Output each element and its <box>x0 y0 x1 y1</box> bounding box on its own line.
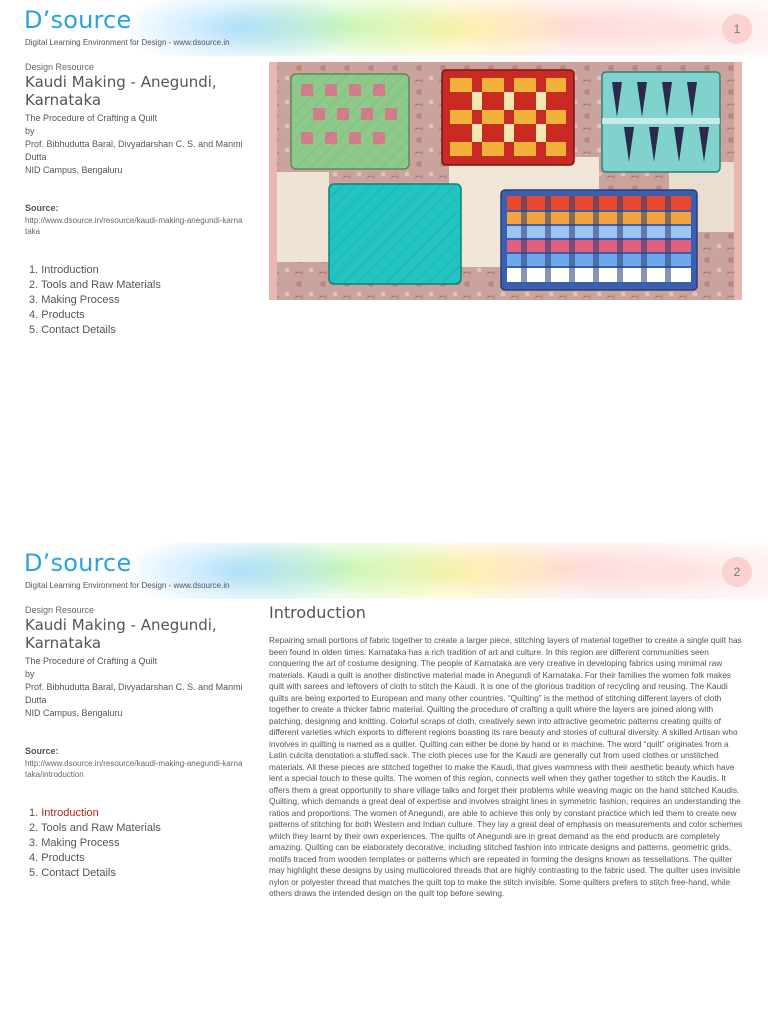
introduction-body: Repairing small portions of fabric together to create a larger piece, stitching layers of material together to create a single quilt has been found in olden times. Karnataka has a rich tradition of art and culture. In this region are different communities seen conquering the art of costume designing. The people of Karnataka are very creative in developing fabrics using minimal raw materials. Kaudi a quilt is another distinctive material made in Anegundi of Karnataka. For their families the women folk makes quilt with sarees and leftovers of cloth to stitch the Kaudi. It is one of the glorious tradition of recycling and reusing. The Kaudi quilts are being exported to European and many other countries. “Quilting” is the method of stitching different layers of cloth together to create a thicker fabric material. Quilting the procedure of crafting a quilt where the layers are joined along with patching, designing and knitting. Colorful scraps of cloth, creatively sewn into attractive geometric patterns creating quilts of different varieties which exports to different regions boasting its rare beauty and stories of cultural diversity. A skilled Artisan who involves in quilting is named as a quilter. Quilting can either be done by hand or in machine. The word “quilt” originates from a Latin culcita denotation a stuffed sack. The cloth pieces use for the Kaudi are generally cut from used clothes or unstitched materials. All these pieces are stitched together to make the Kaudi, that gives warmness with their aesthetic beauty which have lent a special touch to these quilts. The women of this region, connects well when they gather together to stitch the Kaudis. It offers them a great opportunity to share village talks and forget their problems while weaving magic on the hand stitched Kaudis. Quilting, which demands a great deal of expertise and involves straight lines in symmetric fashion, requires an understanding the ratios and proportions. The women of Anegundi, are able to achieve this only by constant practice which led them to create new patterns of stitching for both Western and Indian culture. They lay a great deal of emphasis on measurements and color schemes which they learnt by their own experiences. The quilts of Anegundi are in great demand as the end products are completely amazing. Quilting can be elaborately decorative, including stitched fashion into intricate designs and patterns, geometric grids, motifs traced from wooden templates or patterns which are repeated in forming the designs known as tessellations. The quilter may highlight these designs by using multicolored threads that are highly contrasting to the fabric used. The quilter uses invisible nylon or polyester thread that matches the quilt top to make the stitch invisible. Some quilters prefers to stitch free-hand, while others draws the intended design on the quilt top before sewing. <box>269 635 743 898</box>
by-label: by <box>25 126 35 136</box>
header-banner <box>0 543 768 599</box>
tagline: Digital Learning Environment for Design - www.dsource.in <box>25 38 230 47</box>
design-resource-label: Design Resource <box>25 605 95 615</box>
resource-title: Kaudi Making - Anegundi, Karnataka <box>25 73 217 109</box>
page-number-badge: 2 <box>722 557 752 587</box>
authors: Prof. Bibhudutta Baral, Divyadarshan C. S. and Manmi Dutta <box>25 682 243 705</box>
quilt-teal-triangles <box>602 72 720 172</box>
toc-label: Contact Details <box>41 867 116 879</box>
design-resource-label: Design Resource <box>25 62 95 72</box>
source-link[interactable]: http://www.dsource.in/resource/kaudi-making-anegundi-karnataka/introduction <box>25 759 243 779</box>
authors: Prof. Bibhudutta Baral, Divyadarshan C. S. and Manmi Dutta <box>25 139 243 162</box>
quilt-turquoise <box>329 184 461 284</box>
quilt-red-orange <box>442 70 574 165</box>
table-of-contents <box>29 263 247 338</box>
toc-item-making-process[interactable]: 3. Making Process <box>29 294 120 306</box>
toc-item-contact[interactable] <box>29 866 247 881</box>
resource-meta <box>25 655 247 720</box>
toc-item-products[interactable]: 4. Products <box>29 309 85 321</box>
sidebar <box>25 605 247 881</box>
toc-number: 4. <box>29 852 39 864</box>
header-banner <box>0 0 768 56</box>
toc-item-introduction[interactable]: 1. Introduction <box>29 264 99 276</box>
sidebar <box>25 62 247 338</box>
tagline: Digital Learning Environment for Design - www.dsource.in <box>25 581 230 590</box>
toc-item-making-process[interactable] <box>29 836 247 851</box>
page-2 <box>0 543 768 1024</box>
toc-number: 2. <box>29 822 39 834</box>
toc-label: Making Process <box>41 837 120 849</box>
section-title: Introduction <box>269 603 366 622</box>
dsource-logo[interactable]: D’source <box>24 6 132 34</box>
toc-item-tools[interactable]: 2. Tools and Raw Materials <box>29 279 161 291</box>
dsource-logo[interactable]: D’source <box>24 549 132 577</box>
toc-number: 3. <box>29 837 39 849</box>
toc-item-introduction[interactable] <box>29 806 247 821</box>
campus: NID Campus, Bengaluru <box>25 165 123 175</box>
subtitle: The Procedure of Crafting a Quilt <box>25 656 158 666</box>
source-label: Source: <box>25 203 59 213</box>
toc-number: 5. <box>29 867 39 879</box>
source-label: Source: <box>25 746 59 756</box>
quilt-green-check <box>291 74 409 169</box>
resource-title: Kaudi Making - Anegundi, Karnataka <box>25 616 217 652</box>
by-label: by <box>25 669 35 679</box>
table-of-contents <box>29 806 247 881</box>
toc-item-products[interactable] <box>29 851 247 866</box>
toc-number: 1. <box>29 807 39 819</box>
toc-label-active: Introduction <box>41 807 99 819</box>
subtitle: The Procedure of Crafting a Quilt <box>25 113 158 123</box>
toc-item-contact[interactable]: 5. Contact Details <box>29 324 116 336</box>
resource-meta <box>25 112 247 177</box>
toc-label: Tools and Raw Materials <box>41 822 161 834</box>
kaudi-quilts-photo <box>269 62 742 300</box>
campus: NID Campus, Bengaluru <box>25 708 123 718</box>
toc-label: Products <box>41 852 85 864</box>
page-number-badge: 1 <box>722 14 752 44</box>
toc-item-tools[interactable] <box>29 821 247 836</box>
source-link[interactable]: http://www.dsource.in/resource/kaudi-making-anegundi-karnataka <box>25 216 243 236</box>
quilt-multicolor <box>501 190 697 290</box>
